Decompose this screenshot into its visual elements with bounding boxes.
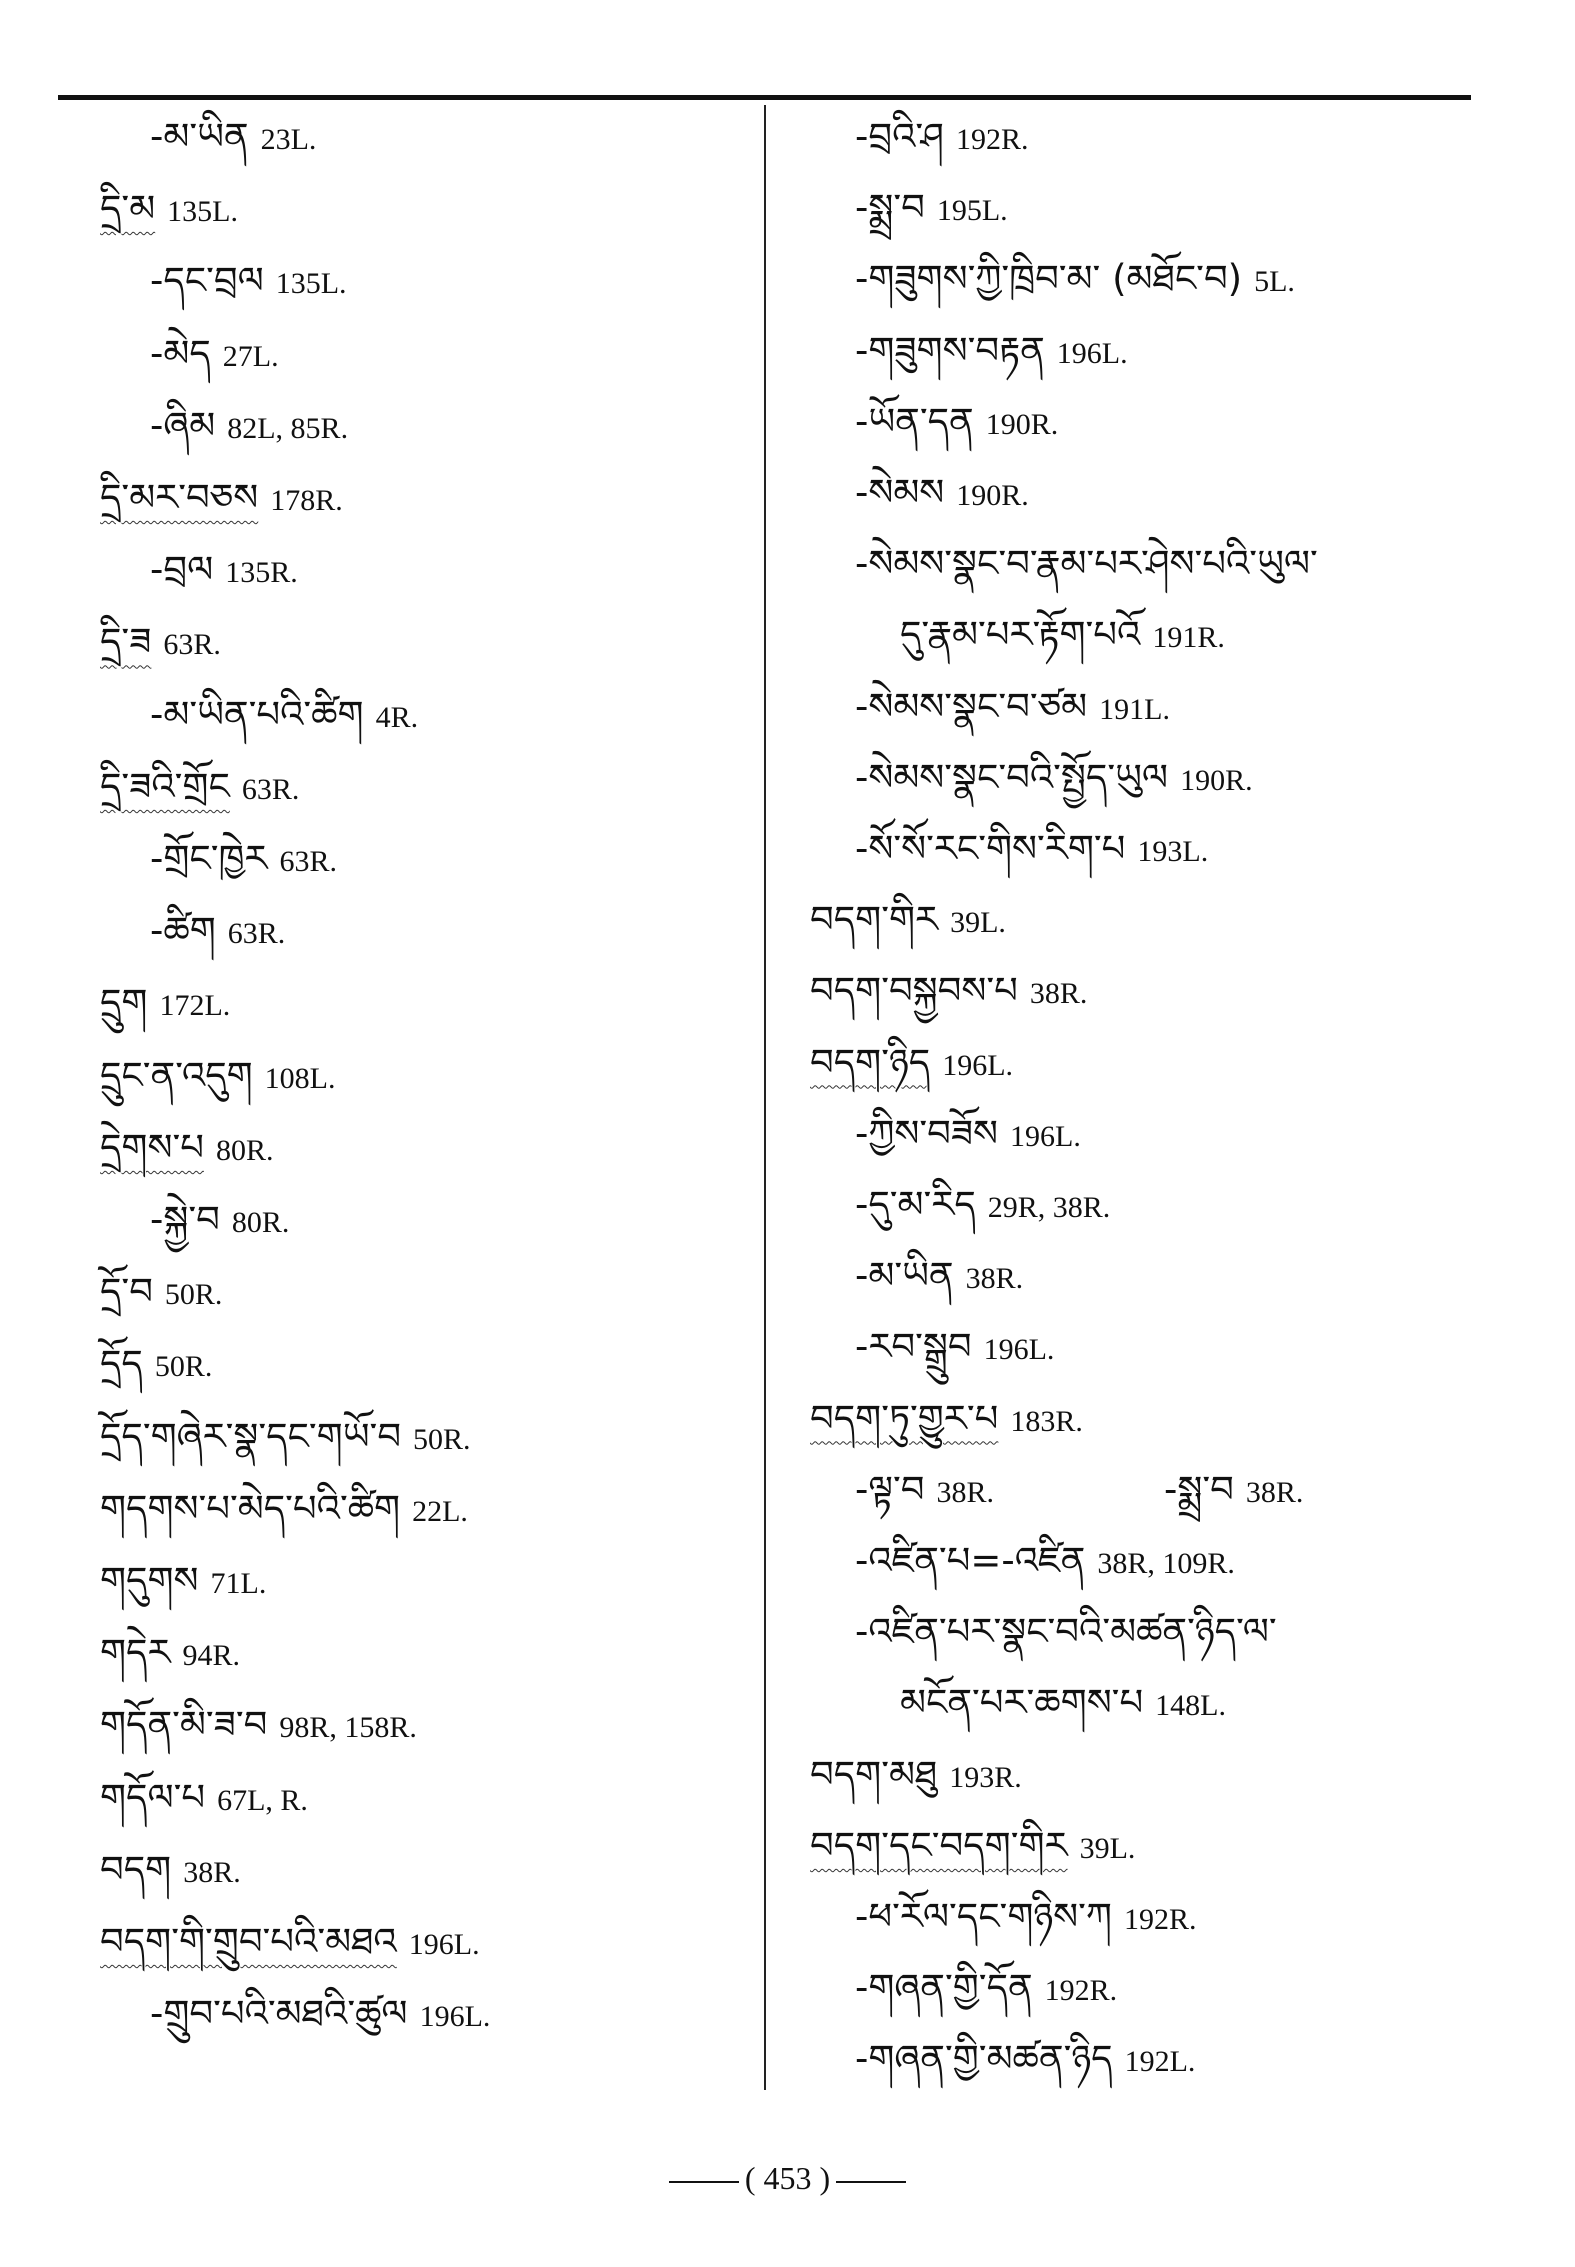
entry-term: -སེམས [855,471,945,514]
entry-page-ref: 67L, R. [217,1783,308,1817]
entry-term: བདག་མཐུ [810,1752,938,1796]
index-entry [150,403,349,447]
entry-page-ref: 50R. [413,1422,471,1456]
entry-term: དྲུག [100,981,148,1025]
entry-page-ref: 190R. [956,479,1029,512]
index-entry [855,257,1295,301]
entry-term: -དུ་མ་རིད [855,1183,976,1226]
entry-page-ref: 4R. [375,700,419,734]
index-entry [855,328,1128,372]
entry-term: -སྐྱེ་བ [150,1198,220,1241]
entry-page-ref: 63R. [241,772,300,806]
entry-term: -སེམས་སྣང་བ་རྣམ་པར་ཤེས་པའི་ཡུལ་ [855,542,1318,586]
entry-page-ref: 63R. [279,845,337,878]
entry-term: བདག [100,1847,172,1891]
entry-page-ref: 29R, 38R. [987,1191,1111,1224]
index-entry [855,1111,1081,1155]
entry-term: -ཕ་རོལ་དང་གཉིས་ཀ [855,1895,1112,1938]
entry-term: བདག་ཉིད [810,1040,931,1084]
entry-page-ref: 38R. [1245,1475,1304,1509]
index-entry [855,186,1008,230]
index-entry [855,1895,1197,1938]
index-entry [855,1254,1024,1298]
index-entry [100,476,343,519]
entry-term: -འཛིན་པར་སྣང་བའི་མཚན་ཉིད་ལ་ [855,1610,1277,1654]
entry-page-ref: 191R. [1152,621,1225,655]
entry-page-ref: 148L. [1155,1689,1226,1723]
page-footer [0,2160,1575,2197]
entry-page-ref: 38R. [183,1855,241,1889]
entry-term: -སྨྲ་བ [855,186,925,230]
entry-page-ref: 195L. [936,194,1008,228]
entry-term: དྲི་མར་བཅས [100,476,259,519]
entry-term: བདག་གི་གྲུབ་པའི་མཐའ [100,1920,397,1963]
index-entry [855,755,1253,799]
page-number: 453 [763,2160,812,2196]
index-entry [810,969,1088,1013]
entry-term: དྲི་མ [100,187,156,231]
index-entry [100,1703,417,1747]
entry-page-ref: 192R. [955,123,1029,156]
index-entry [150,1992,491,2036]
entry-term: -སྨྲ་བ [1164,1467,1234,1511]
entry-page-ref: 50R. [154,1350,213,1384]
index-entry [855,1467,1304,1511]
index-entry [100,764,300,808]
entry-term: -ཡོན་དན [855,399,974,443]
entry-term: -གཟུགས་ཀྱི་ཁྲིབ་མ་ (མཐོང་བ) [855,257,1243,301]
entry-term: -མ་ཡིན [150,115,249,158]
entry-term: དུ་རྣམ་པར་རྟོག་པའོ [900,613,1141,657]
entry-page-ref: 193R. [949,1760,1022,1794]
entry-page-ref: 5L. [1254,265,1295,299]
entry-term: དྲོ་བ [100,1270,153,1314]
index-entry [810,1396,1083,1440]
entry-page-ref: 172L. [159,989,231,1023]
footer-close-paren: ) [819,2160,831,2196]
entry-term: -མེད [150,331,211,375]
entry-term: -སེམས་སྣང་བ་ཙམ [855,684,1088,728]
column-divider [764,105,766,2090]
index-entry [855,1610,1289,1654]
entry-term: -མ་ཡིན་པའི་ཚིག [150,692,364,736]
entry-page-ref: 98R, 158R. [279,1711,417,1745]
index-entry [810,1040,1014,1084]
entry-page-ref: 192L. [1124,2045,1196,2079]
entry-term: -ཞིམ [150,403,216,447]
index-entry [100,1342,213,1386]
entry-term: གདོན་མི་ཟ་བ [100,1703,268,1747]
footer-dash-right [836,2181,906,2183]
index-entry [810,1823,1136,1867]
index-entry [100,1631,241,1675]
index-entry [150,548,298,592]
index-entry [100,1775,308,1819]
index-entry [855,1183,1111,1226]
index-entry [855,115,1029,158]
entry-term: -ཚིག [150,909,216,953]
entry-term: མངོན་པར་ཆགས་པ [900,1681,1144,1725]
entry-page-ref: 80R. [215,1133,274,1167]
entry-page-ref: 50R. [164,1278,223,1312]
index-entry [150,115,317,158]
index-entry [900,1681,1226,1725]
entry-page-ref: 191L. [1099,692,1170,726]
index-entry [810,1752,1022,1796]
entry-term: བདག་དང་བདག་གིར [810,1823,1068,1867]
index-entry [150,1198,290,1241]
index-entry [855,2037,1196,2081]
index-entry [150,837,337,880]
entry-page-ref: 190R. [1180,763,1253,797]
entry-term: -གཟུགས་བརྟན [855,328,1045,372]
index-entry [855,542,1330,586]
entry-term: -གཞན་གྱི་དོན [855,1966,1033,2010]
index-entry [855,399,1059,443]
index-entry [855,1539,1235,1582]
entry-term: -སེམས་སྣང་བའི་སྤྱོད་ཡུལ [855,755,1169,799]
entry-page-ref: 135L. [275,267,347,301]
entry-page-ref: 38R, 109R. [1097,1547,1235,1580]
footer-dash-left [669,2181,739,2183]
index-entry [150,692,419,736]
entry-page-ref: 193L. [1137,835,1209,868]
index-entry [900,613,1225,657]
entry-page-ref: 38R. [965,1262,1024,1296]
entry-term: -གྲོང་ཁྱེར [150,837,268,880]
index-entry [100,1270,223,1314]
entry-page-ref: 39L. [1079,1831,1136,1865]
entry-page-ref: 22L. [412,1494,468,1528]
entry-page-ref: 82L, 85R. [227,411,349,445]
index-entry [100,187,238,231]
index-entry [855,827,1209,870]
entry-term: གདུགས [100,1559,199,1602]
footer-open-paren: ( [744,2160,756,2196]
entry-term: དྲོད་གཞེར་སྣ་དང་གཡོ་བ [100,1414,402,1458]
index-entry [855,1966,1118,2010]
entry-term: -འཛིན་པ=-འཛིན [855,1539,1086,1582]
index-entry [100,1053,336,1097]
entry-term: -རབ་སྒྲུབ [855,1325,972,1369]
entry-term: དྲི་ཟ [100,620,152,664]
entry-page-ref: 196L. [1010,1119,1081,1153]
entry-term: -ཀྱིས་བཟོས [855,1111,998,1155]
entry-term: བདག་གིར [810,898,939,942]
index-entry [100,620,221,664]
entry-page-ref: 38R. [936,1475,994,1509]
entry-term: གདོལ་པ [100,1775,206,1819]
index-entry [810,898,1006,942]
entry-term: -མ་ཡིན [855,1254,954,1298]
entry-page-ref: 196L. [942,1048,1014,1082]
entry-page-ref: 135R. [225,556,298,590]
entry-page-ref: 135L. [167,195,238,229]
index-entry [100,1559,267,1602]
entry-term: དྲི་ཟའི་གྲོང [100,764,230,808]
entry-term: -གཞན་གྱི་མཚན་ཉིད [855,2037,1113,2081]
index-entry [100,1847,241,1891]
entry-page-ref: 196L. [408,1928,480,1961]
index-entry [855,471,1029,514]
index-entry [100,1414,471,1458]
entry-term: -བྲའི་ཤ [855,115,944,158]
index-entry [150,331,279,375]
entry-page-ref: 192R. [1044,1974,1118,2008]
index-entry [150,909,286,953]
entry-term: -སོ་སོ་རང་གིས་རིག་པ [855,827,1126,870]
entry-page-ref: 196L. [419,2000,491,2034]
entry-page-ref: 39L. [950,906,1006,940]
index-entry [100,981,231,1025]
entry-term: དྲུང་ན་འདུག [100,1053,253,1097]
entry-page-ref: 38R. [1029,977,1088,1011]
entry-term: གདེར [100,1631,171,1675]
entry-page-ref: 71L. [210,1567,267,1600]
entry-page-ref: 108L. [264,1061,336,1095]
index-entry [855,1325,1055,1369]
index-entry [100,1920,480,1963]
entry-term: -གྲུབ་པའི་མཐའི་ཚུལ [150,1992,408,2036]
entry-page-ref: 192R. [1123,1903,1197,1936]
entry-page-ref: 80R. [231,1206,290,1239]
entry-term: བདག་ཏུ་གྱུར་པ [810,1396,999,1440]
entry-term: དྲེགས་པ [100,1125,204,1169]
entry-page-ref: 27L. [222,339,279,373]
top-rule [58,95,1471,100]
entry-page-ref: 183R. [1010,1404,1083,1438]
entry-page-ref: 196L. [983,1333,1055,1367]
index-entry [150,259,347,303]
index-entry [100,1125,274,1169]
entry-page-ref: 63R. [163,628,221,662]
entry-page-ref: 178R. [270,484,343,517]
entry-page-ref: 196L. [1056,336,1128,370]
entry-page-ref: 63R. [227,917,286,951]
entry-page-ref: 190R. [985,407,1059,441]
entry-page-ref: 23L. [260,123,317,156]
entry-term: བདག་བསྐྱབས་པ [810,969,1018,1013]
entry-term: གདགས་པ་མེད་པའི་ཚིག [100,1486,401,1530]
entry-term: དྲོད [100,1342,143,1386]
entry-term: -བྲལ [150,548,214,592]
entry-term: -དང་བྲལ [150,259,264,303]
index-entry [100,1486,468,1530]
index-entry [855,684,1170,728]
entry-term: -ལྟ་བ [855,1467,925,1511]
entry-page-ref: 94R. [182,1639,241,1673]
